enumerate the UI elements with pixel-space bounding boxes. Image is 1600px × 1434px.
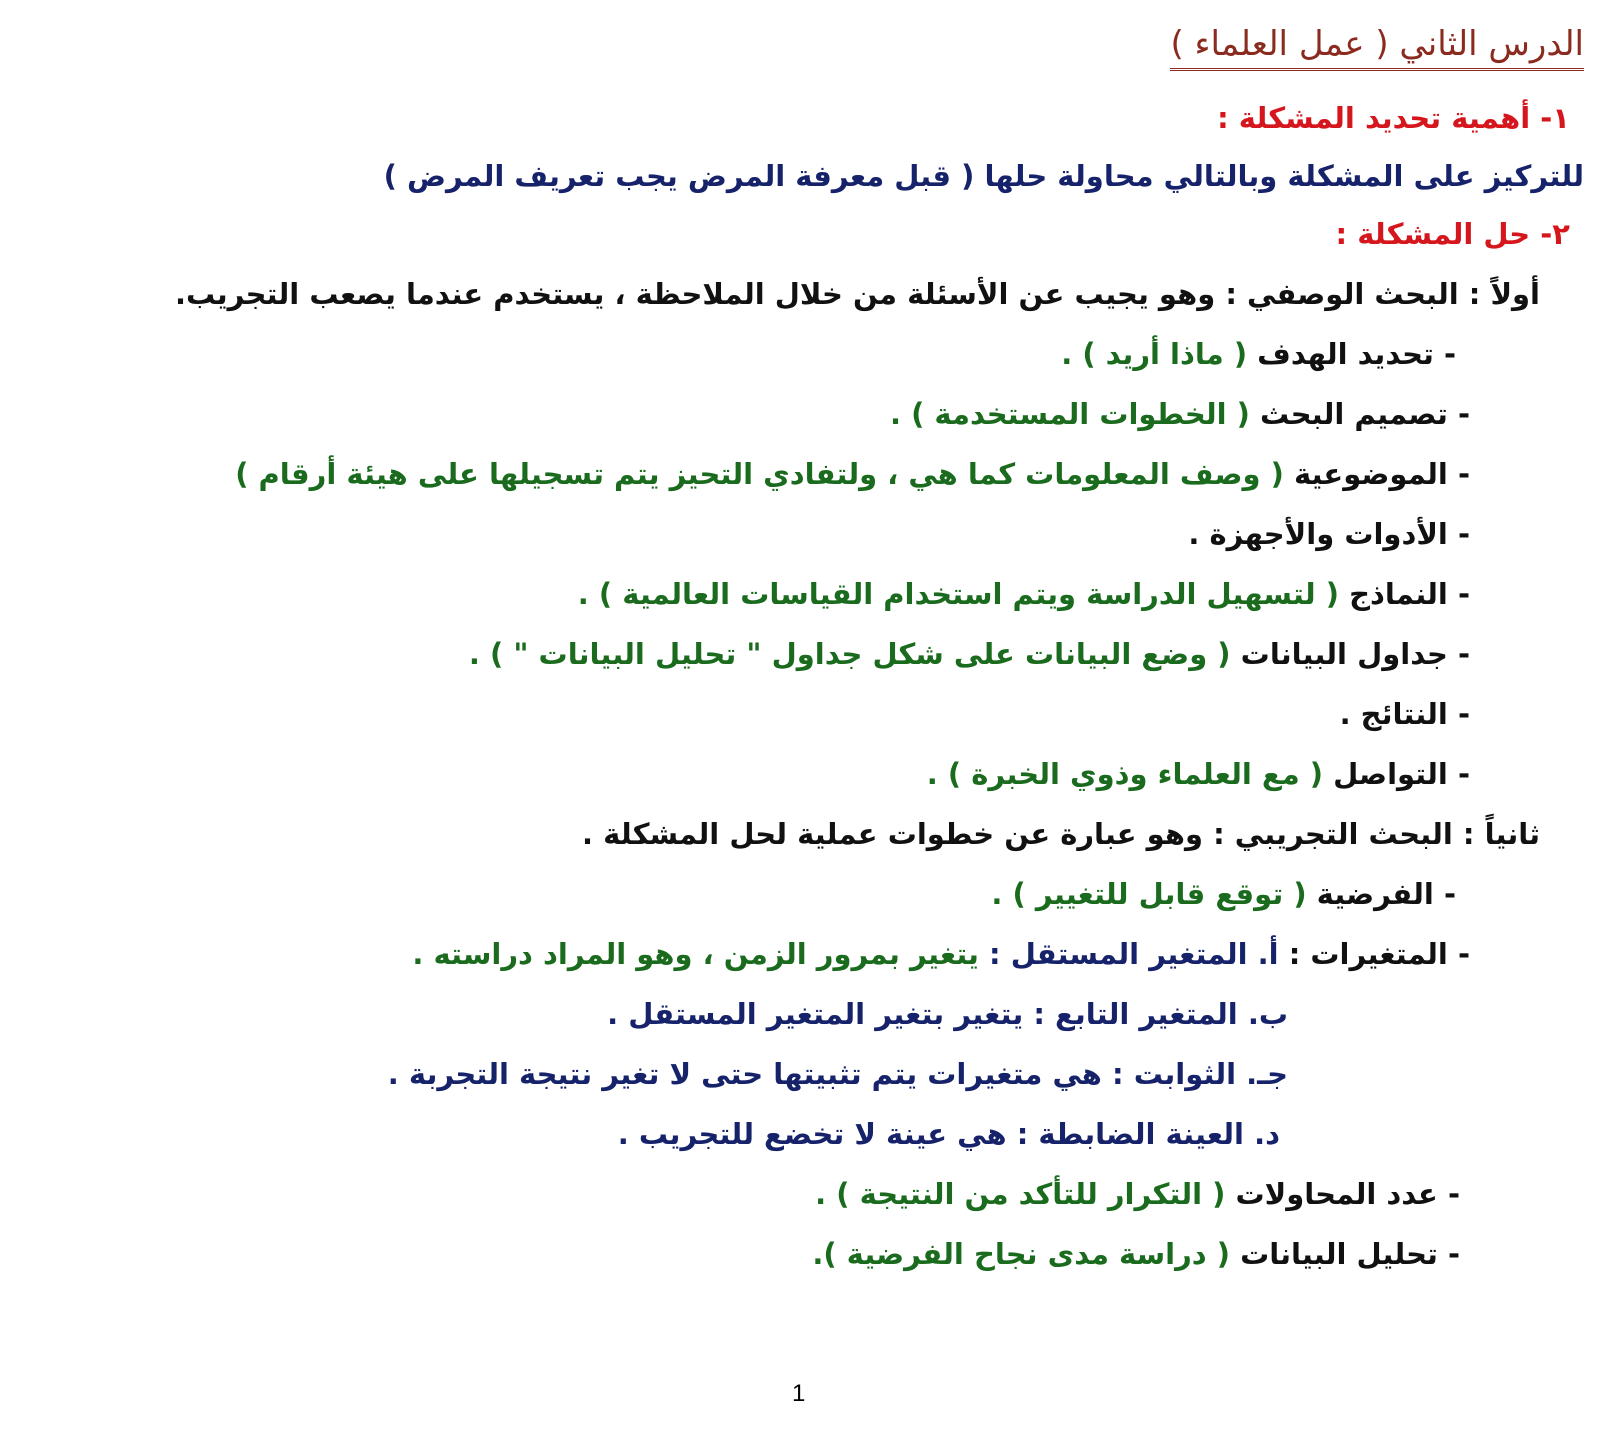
item-term: - جداول البيانات: [1240, 637, 1470, 671]
list-item: [991, 872, 1456, 916]
page-title: الدرس الثاني ( عمل العلماء ): [1170, 22, 1584, 71]
item-term: - تصميم البحث: [1260, 397, 1470, 431]
section1-text: للتركيز على المشكلة وبالتالي محاولة حلها ( قبل معرفة المرض يجب تعريف المرض ): [383, 159, 1584, 193]
list-item: [235, 452, 1470, 496]
descriptive-heading: أولاً : البحث الوصفي : وهو يجيب عن الأسئلة من خلال الملاحظة ، يستخدم عندما يصعب التجريب.: [175, 277, 1540, 311]
list-item: [1340, 692, 1470, 736]
item-detail: ( وصف المعلومات كما هي ، ولتفادي التحيز يتم تسجيلها على هيئة أرقام ): [235, 457, 1294, 491]
item-detail: ( الخطوات المستخدمة ) .: [889, 397, 1261, 431]
list-item: [927, 752, 1470, 796]
item-detail: ( التكرار للتأكد من النتيجة ) .: [815, 1177, 1236, 1211]
item-term: - الموضوعية: [1293, 457, 1470, 491]
item-term: - النتائج .: [1339, 697, 1470, 731]
item-term: - تحديد الهدف: [1257, 337, 1456, 371]
variable-a-text: يتغير بمرور الزمن ، وهو المراد دراسته .: [412, 937, 979, 971]
list-item: [1188, 512, 1470, 556]
variable-a-label: أ. المتغير المستقل :: [978, 937, 1279, 971]
item-term: - النماذج: [1349, 577, 1470, 611]
list-item: [812, 1232, 1460, 1276]
section2-heading: ٢- حل المشكلة :: [1335, 217, 1570, 251]
item-detail: ( مع العلماء وذوي الخبرة ) .: [926, 757, 1334, 791]
list-item: [469, 632, 1470, 676]
variable-d: د. العينة الضابطة : هي عينة لا تخضع للتجريب .: [617, 1117, 1280, 1151]
item-term: - تحليل البيانات: [1240, 1237, 1460, 1271]
list-item: [815, 1172, 1460, 1216]
variable-c: جـ. الثوابت : هي متغيرات يتم تثبيتها حتى لا تغير نتيجة التجربة .: [387, 1057, 1288, 1091]
item-term: - المتغيرات :: [1278, 937, 1470, 971]
item-detail: ( توقع قابل للتغيير ) .: [991, 877, 1317, 911]
item-term: - الأدوات والأجهزة .: [1188, 517, 1470, 551]
page-number: 1: [792, 1380, 806, 1407]
item-term: - الفرضية: [1316, 877, 1456, 911]
item-detail: ( لتسهيل الدراسة ويتم استخدام القياسات العالمية ) .: [577, 577, 1350, 611]
item-detail: ( دراسة مدى نجاح الفرضية ).: [812, 1237, 1241, 1271]
list-item: [578, 572, 1470, 616]
item-detail: ( وضع البيانات على شكل جداول " تحليل البيانات " ) .: [468, 637, 1241, 671]
list-item: [890, 392, 1470, 436]
section1-heading: ١- أهمية تحديد المشكلة :: [1217, 101, 1570, 135]
list-item: [1061, 332, 1456, 376]
variable-b: ب. المتغير التابع : يتغير بتغير المتغير المستقل .: [607, 997, 1288, 1031]
item-term: - التواصل: [1333, 757, 1470, 791]
experimental-heading: ثانياً : البحث التجريبي : وهو عبارة عن خطوات عملية لحل المشكلة .: [582, 817, 1540, 851]
item-term: - عدد المحاولات: [1235, 1177, 1460, 1211]
list-item: [412, 932, 1470, 976]
item-detail: ( ماذا أريد ) .: [1061, 337, 1258, 371]
